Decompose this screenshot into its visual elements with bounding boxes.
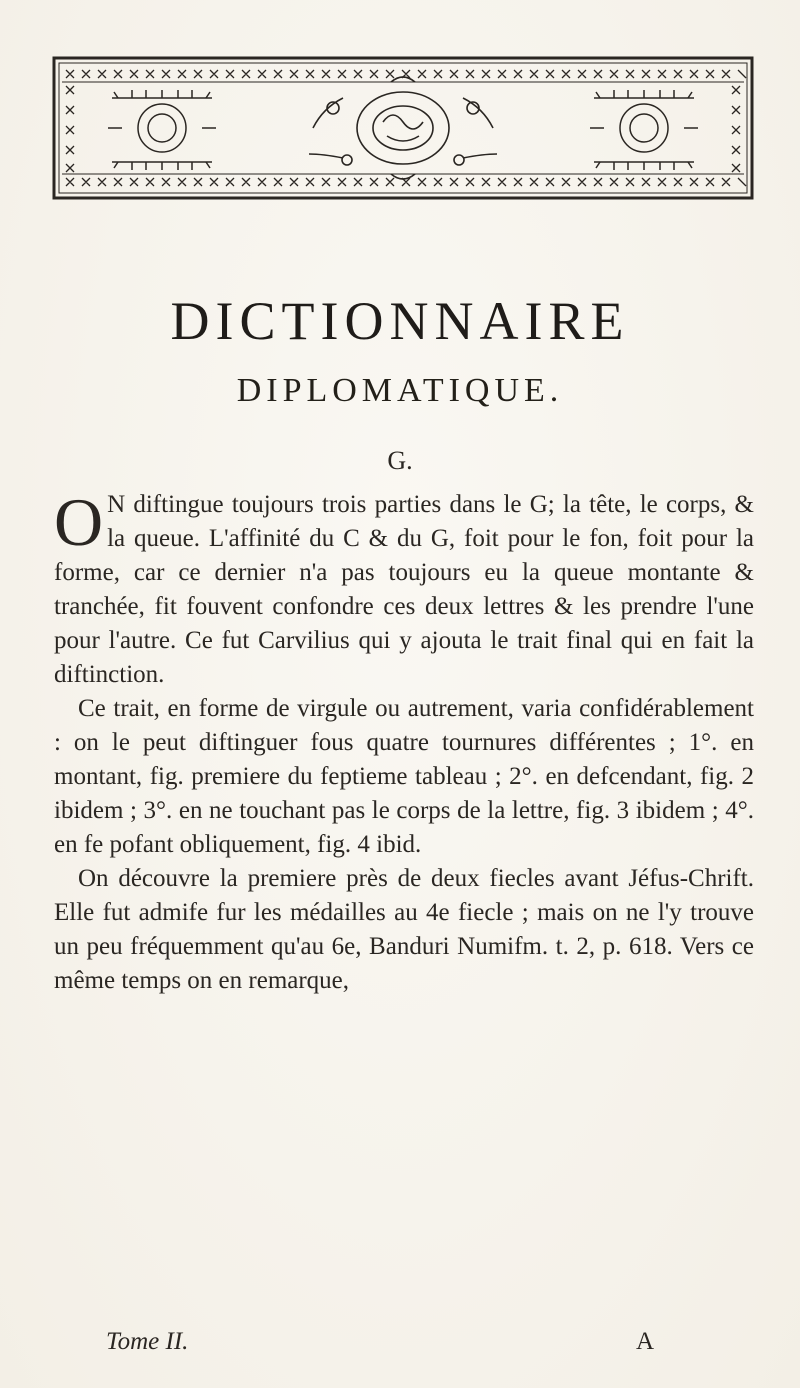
ornamental-headpiece-icon bbox=[52, 56, 754, 200]
page-title: DICTIONNAIRE bbox=[170, 291, 630, 351]
paragraph-1 bbox=[54, 484, 754, 692]
page-subtitle: DIPLOMATIQUE. bbox=[236, 372, 564, 409]
drop-cap: O bbox=[54, 484, 104, 560]
paragraph-1-text: N diftingue toujours trois parties dans le G; la tête, le corps, & la queue. L'affinité du C & du G, foit pour le fon, foit pour la forme, car ce dernier n'a pas toujours eu la queue montante & tranchée, fit fouvent confondre ces deux lettres & les prendre l'une pour l'autre. Ce fut Carvilius qui y ajouta le trait final qui en fait la diftinction. bbox=[54, 491, 754, 688]
volume-label: Tome II. bbox=[106, 1328, 189, 1355]
page-footer bbox=[0, 1328, 800, 1362]
body-text bbox=[54, 484, 754, 998]
paragraph-2: Ce trait, en forme de virgule ou autrement, varia confidérablement : on le peut diftinguer fous quatre tournures différentes ; 1°. en montant, fig. premiere du feptieme tableau ; 2°. en defcendant, fig. 2 ibidem ; 3°. en ne touchant pas le corps de la lettre, fig. 3 ibidem ; 4°. en fe pofant obliquement, fig. 4 ibid. bbox=[54, 695, 754, 858]
signature-mark: A bbox=[636, 1328, 655, 1355]
paragraph-3: On découvre la premiere près de deux fiecles avant Jéfus-Chrift. Elle fut admife fur les médailles au 4e fiecle ; mais on ne l'y trouve un peu fréquemment qu'au 6e, Banduri Numifm. t. 2, p. 618. Vers ce même temps on en remarque, bbox=[54, 865, 754, 994]
letter-heading: G. bbox=[387, 446, 413, 475]
